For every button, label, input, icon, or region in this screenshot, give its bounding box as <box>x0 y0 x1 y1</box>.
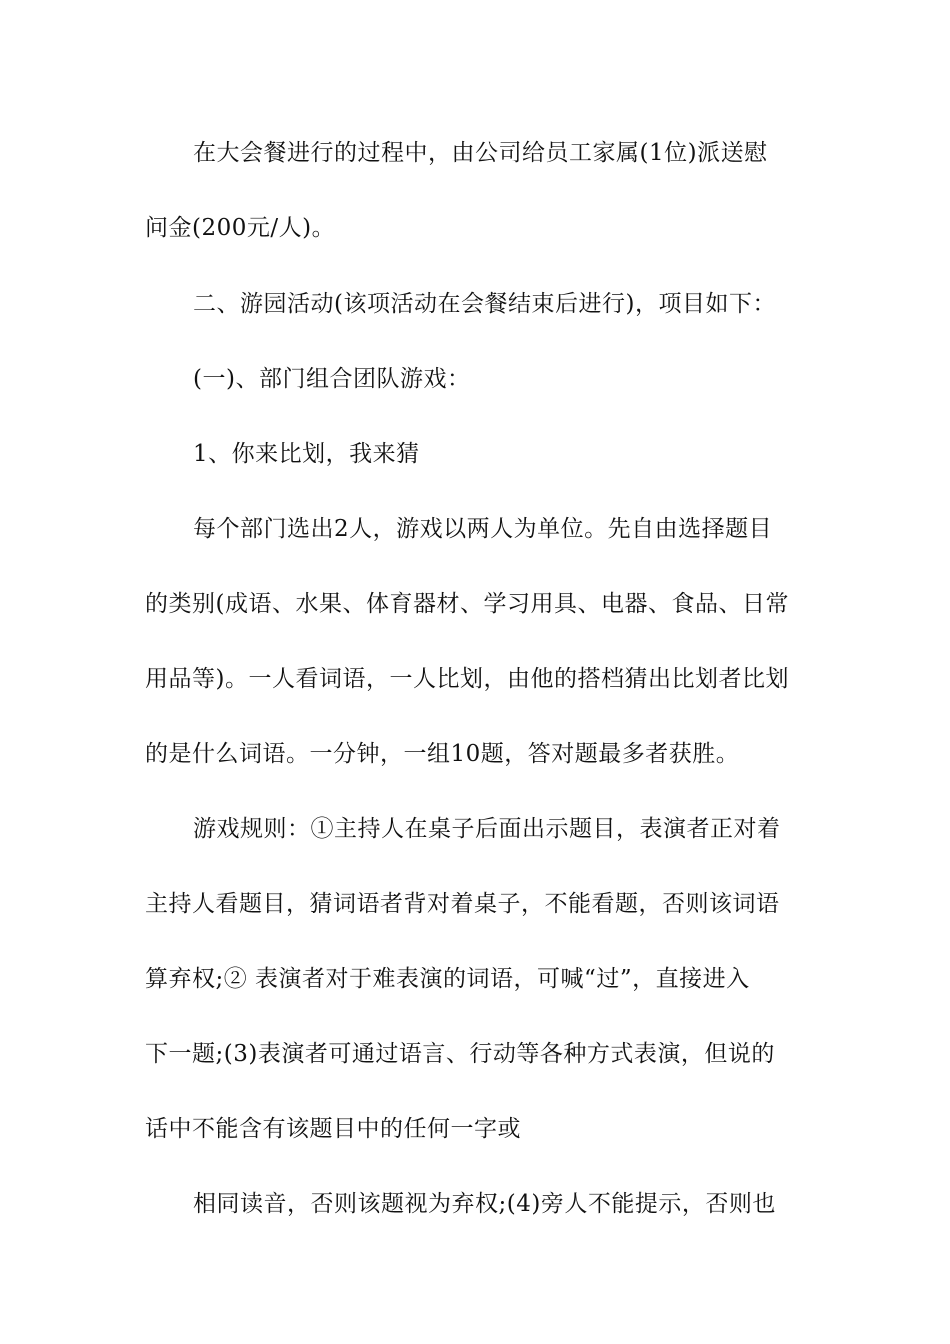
paragraph-line: 游戏规则：①主持人在桌子后面出示题目，表演者正对着 <box>193 816 781 842</box>
paragraph-line: 话中不能含有该题目中的任何一字或 <box>145 1116 521 1142</box>
paragraph-line: 每个部门选出2人，游戏以两人为单位。先自由选择题目 <box>193 516 773 542</box>
paragraph-line: 用品等)。一人看词语，一人比划，由他的搭档猜出比划者比划 <box>145 666 789 692</box>
paragraph-line: 相同读音，否则该题视为弃权;(4)旁人不能提示，否则也 <box>193 1191 776 1217</box>
paragraph-line: 算弃权;② 表演者对于难表演的词语，可喊“过”，直接进入 <box>145 966 750 992</box>
subsection-heading: (一)、部门组合团队游戏： <box>193 366 471 392</box>
section-heading: 二、游园活动(该项活动在会餐结束后进行)，项目如下： <box>193 291 776 317</box>
paragraph-line: 在大会餐进行的过程中，由公司给员工家属(1位)派送慰 <box>193 140 768 166</box>
paragraph-line: 问金(200元/人)。 <box>145 215 336 241</box>
paragraph-line: 下一题;(3)表演者可通过语言、行动等各种方式表演，但说的 <box>145 1041 775 1067</box>
paragraph-line: 的类别(成语、水果、体育器材、学习用具、电器、食品、日常 <box>145 591 789 617</box>
paragraph-line: 的是什么词语。一分钟，一组10题，答对题最多者获胜。 <box>145 741 740 767</box>
paragraph-line: 主持人看题目，猜词语者背对着桌子，不能看题，否则该词语 <box>145 891 780 917</box>
item-heading: 1、你来比划，我来猜 <box>193 441 420 467</box>
